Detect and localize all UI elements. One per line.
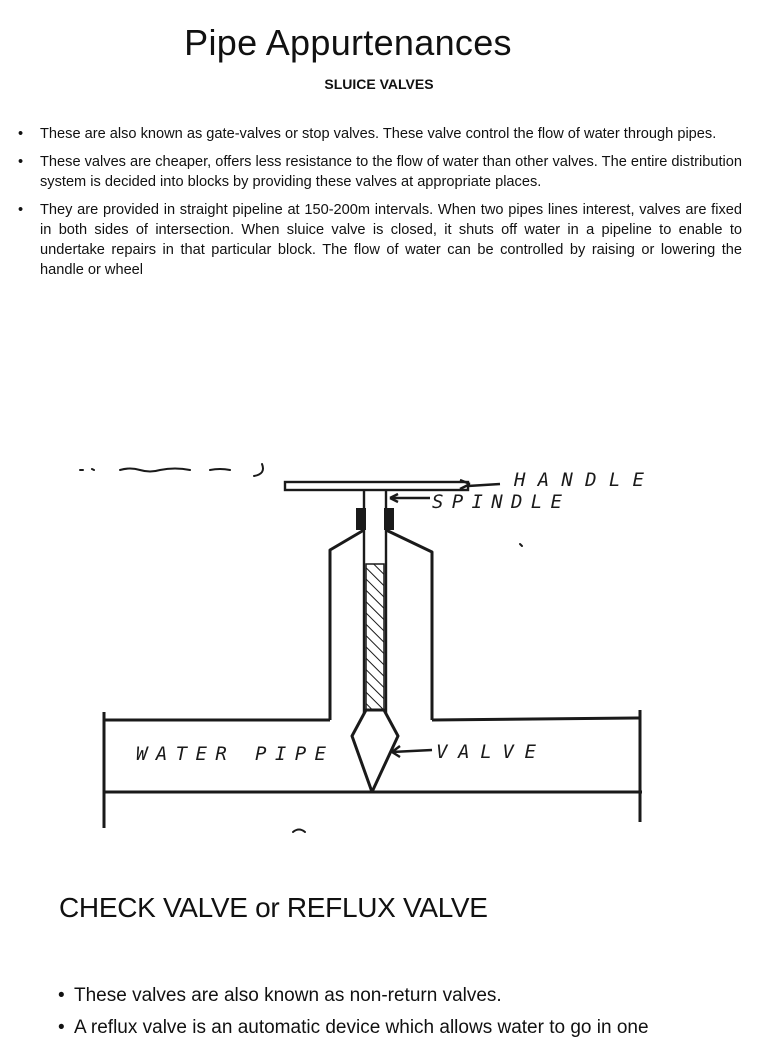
sluice-valve-bullet-list	[16, 124, 742, 288]
bullet-item	[58, 983, 758, 1009]
sluice-valve-diagram	[0, 440, 768, 840]
bullet-item	[58, 1015, 758, 1041]
bullet-text: These valves are cheaper, offers less resistance to the flow of water than other valves. The entire distribution system is decided into blocks by providing these valves at appropriate places.	[40, 154, 742, 190]
gland-nuts	[356, 508, 394, 530]
bullet-text: A reflux valve is an automatic device which allows water to go in one	[74, 1017, 649, 1038]
check-valve-bullet-list	[58, 983, 758, 1047]
page-title: Pipe Appurtenances	[184, 22, 512, 63]
valve-arrow	[392, 746, 432, 757]
bullet-item	[16, 152, 742, 192]
bullet-icon: •	[18, 202, 24, 218]
bullet-icon: •	[18, 154, 24, 170]
bullet-item	[16, 124, 742, 144]
bullet-text: These valves are also known as non-return valves.	[74, 985, 502, 1006]
valve-wedge	[352, 710, 398, 792]
bullet-item	[16, 200, 742, 280]
bullet-icon: •	[58, 985, 65, 1006]
bullet-icon: •	[18, 126, 24, 142]
spindle-label: SPINDLE	[432, 491, 562, 513]
water-pipe-label: WATER PIPE	[136, 743, 326, 765]
bullet-icon: •	[58, 1017, 65, 1038]
scribble-marks	[80, 464, 522, 832]
valve-label: VALVE	[436, 741, 536, 763]
spindle-thread	[366, 564, 384, 714]
check-valve-heading: CHECK VALVE or REFLUX VALVE	[59, 892, 488, 923]
handle-label: HANDLE	[514, 469, 644, 491]
bullet-text: These are also known as gate-valves or stop valves. These valve control the flow of water through pipes.	[40, 126, 717, 142]
bullet-text: They are provided in straight pipeline at 150-200m intervals. When two pipes lines interest, valves are fixed in both sides of intersection. When sluice valve is closed, it shuts off water in a pipeline to enable to undertake repairs in that particular block. The flow of water can be controlled by raising or lowering the handle or wheel	[40, 202, 742, 278]
section-subtitle: SLUICE VALVES	[324, 76, 434, 92]
